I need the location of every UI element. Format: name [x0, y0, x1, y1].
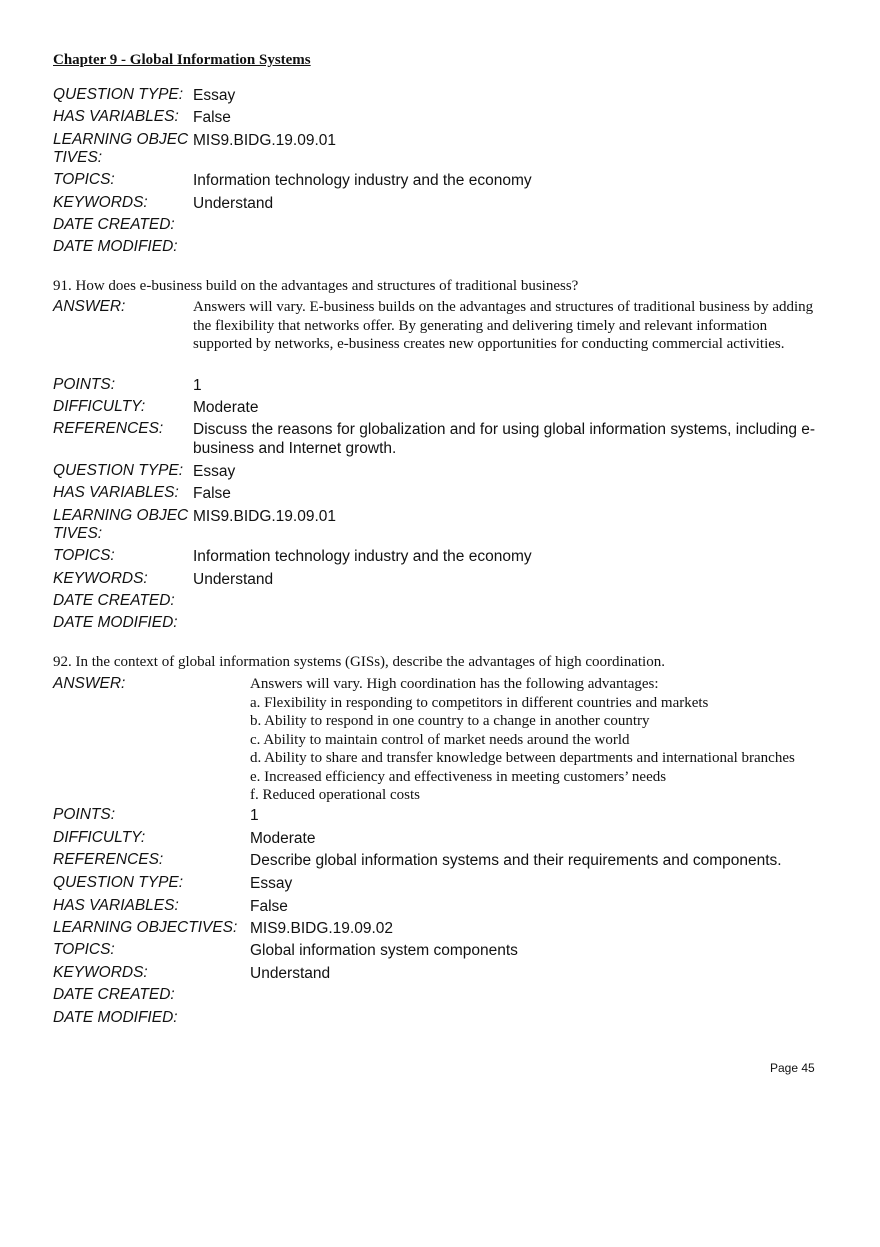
points-value: 1 [193, 377, 202, 394]
learning-objectives-value: MIS9.BIDG.19.09.01 [193, 132, 337, 149]
difficulty-label: DIFFICULTY: [53, 829, 146, 846]
question-92-text: 92. In the context of global information systems (GISs), describe the advantages of high coordination. [53, 654, 665, 670]
has-variables-value: False [193, 485, 231, 502]
has-variables-value: False [193, 109, 231, 126]
topics-value: Global information system components [250, 942, 518, 959]
difficulty-label: DIFFICULTY: [53, 398, 146, 415]
points-label: POINTS: [53, 376, 116, 393]
points-label: POINTS: [53, 806, 116, 823]
question-type-label: QUESTION TYPE: [53, 462, 184, 479]
answer-line: f. Reduced operational costs [250, 787, 420, 803]
topics-value: Information technology industry and the economy [193, 172, 532, 189]
references-label: REFERENCES: [53, 851, 164, 868]
topics-label: TOPICS: [53, 941, 115, 958]
answer-line: c. Ability to maintain control of market needs around the world [250, 731, 630, 748]
keywords-label: KEYWORDS: [53, 964, 148, 981]
question-91-text: 91. How does e-business build on the advantages and structures of traditional business? [53, 278, 579, 294]
chapter-title: Chapter 9 - Global Information Systems [53, 52, 311, 68]
keywords-label: KEYWORDS: [53, 570, 148, 587]
answer-line: Answers will vary. High coordination has the following advantages: [250, 676, 659, 692]
question-type-label: QUESTION TYPE: [53, 86, 184, 103]
difficulty-value: Moderate [193, 399, 259, 416]
page-number: Page 45 [770, 1061, 815, 1075]
date-created-label: DATE CREATED: [53, 592, 175, 609]
question-type-label: QUESTION TYPE: [53, 874, 184, 891]
answer-91-text: Answers will vary. E-business builds on the advantages and structures of traditional business by adding the flexibility that networks offer. By generating and delivering timely and relevant information supported by networks, e-business creates new opportunities for conducting commercial activities. [193, 299, 814, 352]
keywords-value: Understand [193, 195, 274, 212]
topics-label: TOPICS: [53, 171, 115, 188]
references-value: Discuss the reasons for globalization and for using global information systems, including e-business and Internet growth. [193, 421, 816, 457]
topics-value: Information technology industry and the economy [193, 548, 532, 565]
answer-line: a. Flexibility in responding to competitors in different countries and markets [250, 694, 709, 711]
date-created-label: DATE CREATED: [53, 986, 175, 1003]
answer-line: b. Ability to respond in one country to a change in another country [250, 713, 650, 729]
date-created-label: DATE CREATED: [53, 216, 175, 233]
date-modified-label: DATE MODIFIED: [53, 614, 178, 631]
question-type-value: Essay [193, 87, 236, 104]
learning-objectives-value: MIS9.BIDG.19.09.01 [193, 508, 337, 525]
answer-line: e. Increased efficiency and effectiveness in meeting customers’ needs [250, 768, 667, 785]
keywords-label: KEYWORDS: [53, 194, 148, 211]
date-modified-label: DATE MODIFIED: [53, 238, 178, 255]
references-label: REFERENCES: [53, 420, 164, 437]
has-variables-label: HAS VARIABLES: [53, 108, 179, 125]
answer-label: ANSWER: [53, 298, 126, 315]
date-modified-label: DATE MODIFIED: [53, 1009, 178, 1026]
learning-objectives-label: LEARNING OBJECTIVES: [53, 919, 238, 936]
has-variables-label: HAS VARIABLES: [53, 484, 179, 501]
answer-line: d. Ability to share and transfer knowledge between departments and international branches [250, 750, 795, 766]
learning-objectives-label: LEARNING OBJEC TIVES: [53, 507, 189, 542]
points-value: 1 [250, 807, 259, 824]
answer-92-block [250, 675, 795, 805]
question-type-value: Essay [193, 463, 236, 480]
keywords-value: Understand [193, 571, 274, 588]
topics-label: TOPICS: [53, 547, 115, 564]
answer-label: ANSWER: [53, 675, 126, 692]
has-variables-label: HAS VARIABLES: [53, 897, 179, 914]
difficulty-value: Moderate [250, 830, 316, 847]
references-value: Describe global information systems and their requirements and components. [250, 852, 782, 869]
question-type-value: Essay [250, 875, 293, 892]
learning-objectives-value: MIS9.BIDG.19.09.02 [250, 920, 394, 937]
keywords-value: Understand [250, 965, 331, 982]
learning-objectives-label: LEARNING OBJEC TIVES: [53, 131, 189, 166]
has-variables-value: False [250, 898, 288, 915]
